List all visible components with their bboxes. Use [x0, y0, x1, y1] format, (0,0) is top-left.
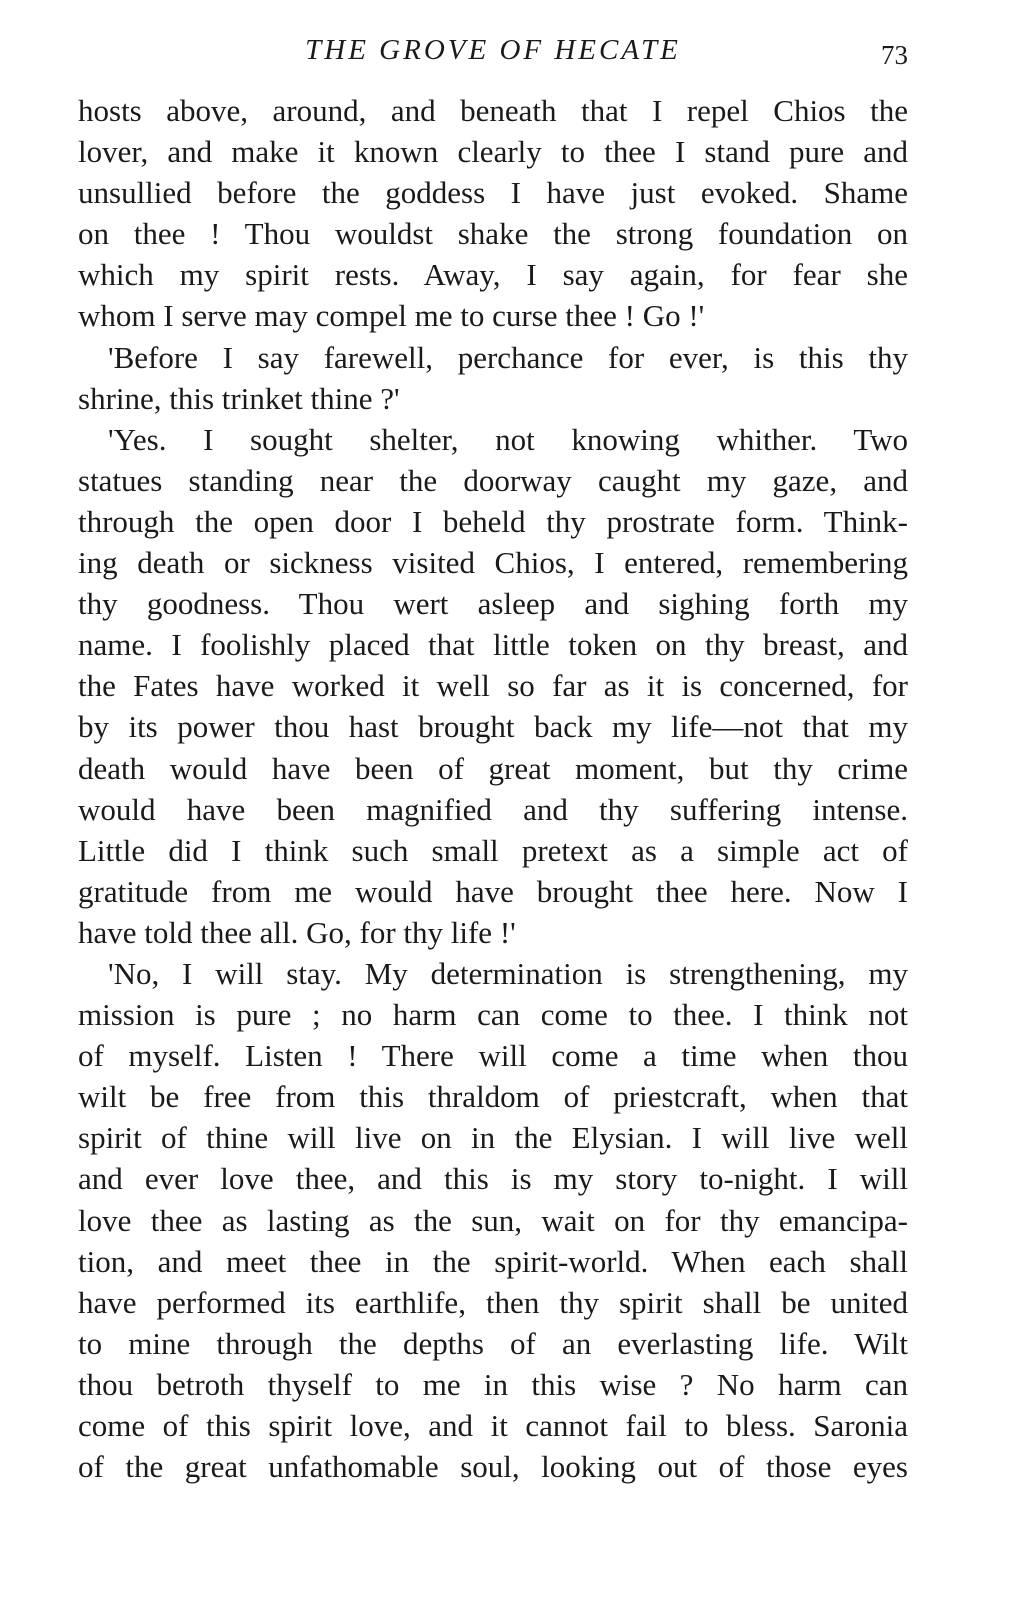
- text-line: wilt be free from this thraldom of priestcraft, when that: [78, 1079, 908, 1115]
- text-line: tion, and meet thee in the spirit-world. When each shall: [78, 1243, 908, 1279]
- running-head: [78, 30, 908, 70]
- text-line: unsullied before the goddess I have just evoked. Shame: [78, 175, 908, 211]
- text-line: and ever love thee, and this is my story to-night. I will: [78, 1161, 908, 1197]
- text-line: would have been magnified and thy suffering intense.: [78, 791, 908, 827]
- text-line: name. I foolishly placed that little token on thy breast, and: [78, 627, 908, 663]
- body-text: [78, 90, 908, 1487]
- text-line: of myself. Listen ! There will come a time when thou: [78, 1038, 908, 1074]
- text-line: love thee as lasting as the sun, wait on for thy emancipa-: [78, 1202, 908, 1238]
- text-line: of the great unfathomable soul, looking out of those eyes: [78, 1449, 908, 1485]
- text-line: 'Yes. I sought shelter, not knowing whither. Two: [108, 421, 908, 457]
- text-line: lover, and make it known clearly to thee I stand pure and: [78, 134, 908, 170]
- text-line: Little did I think such small pretext as a simple act of: [78, 832, 908, 868]
- text-line: have told thee all. Go, for thy life !': [78, 914, 516, 950]
- text-line: hosts above, around, and beneath that I repel Chios the: [78, 93, 908, 128]
- text-line: thou betroth thyself to me in this wise ? No harm can: [78, 1366, 908, 1402]
- text-line: death would have been of great moment, but thy crime: [78, 750, 908, 786]
- text-line: the Fates have worked it well so far as it is concerned, for: [78, 668, 908, 704]
- text-line: spirit of thine will live on in the Elysian. I will live well: [78, 1120, 908, 1156]
- text-line: 'Before I say farewell, perchance for ever, is this thy: [108, 339, 908, 375]
- text-line: ing death or sickness visited Chios, I entered, remembering: [78, 545, 908, 581]
- running-title: THE GROVE OF HECATE: [305, 34, 681, 66]
- text-line: which my spirit rests. Away, I say again, for fear she: [78, 257, 908, 293]
- page-number: 73: [881, 40, 908, 70]
- text-line: thy goodness. Thou wert asleep and sighing forth my: [78, 586, 908, 622]
- text-line: come of this spirit love, and it cannot fail to bless. Saronia: [78, 1408, 908, 1443]
- text-line: shrine, this trinket thine ?': [78, 380, 400, 416]
- text-line: gratitude from me would have brought thee here. Now I: [78, 873, 908, 909]
- text-line: through the open door I beheld thy prostrate form. Think-: [78, 503, 908, 539]
- text-line: on thee ! Thou wouldst shake the strong foundation on: [78, 216, 908, 252]
- text-line: whom I serve may compel me to curse thee ! Go !': [78, 298, 705, 334]
- text-line: to mine through the depths of an everlasting life. Wilt: [78, 1325, 908, 1361]
- text-line: mission is pure ; no harm can come to thee. I think not: [78, 997, 908, 1033]
- text-line: 'No, I will stay. My determination is strengthening, my: [108, 955, 908, 991]
- text-line: statues standing near the doorway caught my gaze, and: [78, 462, 908, 498]
- text-line: have performed its earthlife, then thy spirit shall be united: [78, 1284, 908, 1320]
- text-line: by its power thou hast brought back my life—not that my: [78, 709, 908, 745]
